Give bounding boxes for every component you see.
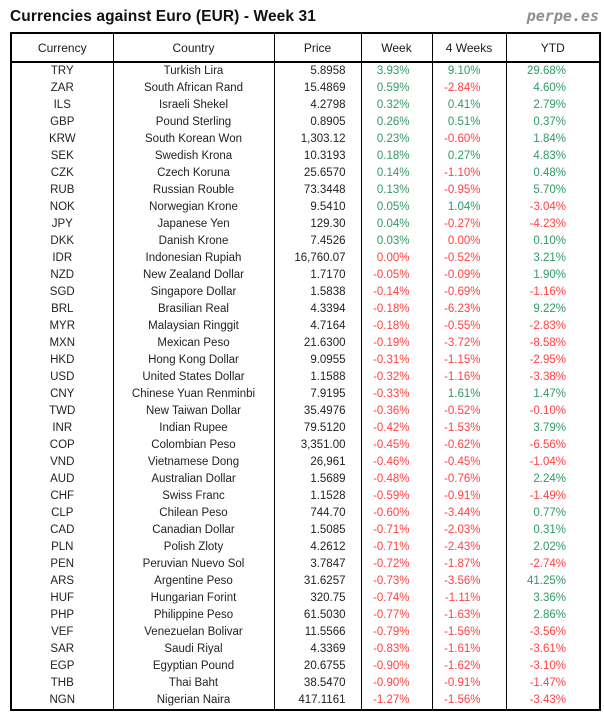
currency-code: MXN xyxy=(11,335,113,352)
table-row xyxy=(11,318,600,335)
four-weeks-change: -1.56% xyxy=(432,692,506,710)
currency-code: PLN xyxy=(11,539,113,556)
table-row xyxy=(11,488,600,505)
ytd-change: -3.38% xyxy=(506,369,600,386)
price-value: 5.8958 xyxy=(274,62,361,80)
country-name: Brasilian Real xyxy=(113,301,274,318)
column-header-currency: Currency xyxy=(11,33,113,62)
table-row xyxy=(11,114,600,131)
ytd-change: -3.10% xyxy=(506,658,600,675)
currency-code: SAR xyxy=(11,641,113,658)
week-change: -0.73% xyxy=(361,573,432,590)
ytd-change: -3.04% xyxy=(506,199,600,216)
currency-code: IDR xyxy=(11,250,113,267)
currency-code: DKK xyxy=(11,233,113,250)
week-change: 0.13% xyxy=(361,182,432,199)
price-value: 11.5566 xyxy=(274,624,361,641)
ytd-change: 5.70% xyxy=(506,182,600,199)
price-value: 35.4976 xyxy=(274,403,361,420)
country-name: Egyptian Pound xyxy=(113,658,274,675)
currency-code: CZK xyxy=(11,165,113,182)
currency-code: EGP xyxy=(11,658,113,675)
country-name: Malaysian Ringgit xyxy=(113,318,274,335)
week-change: -0.36% xyxy=(361,403,432,420)
week-change: -0.31% xyxy=(361,352,432,369)
page-title: Currencies against Euro (EUR) - Week 31 xyxy=(10,8,316,25)
week-change: -0.72% xyxy=(361,556,432,573)
currency-code: ARS xyxy=(11,573,113,590)
table-row xyxy=(11,403,600,420)
week-change: -0.18% xyxy=(361,301,432,318)
ytd-change: 1.84% xyxy=(506,131,600,148)
ytd-change: -0.10% xyxy=(506,403,600,420)
four-weeks-change: -1.61% xyxy=(432,641,506,658)
table-row xyxy=(11,301,600,318)
week-change: -0.77% xyxy=(361,607,432,624)
country-name: Vietnamese Dong xyxy=(113,454,274,471)
country-name: Hungarian Forint xyxy=(113,590,274,607)
price-value: 26,961 xyxy=(274,454,361,471)
table-row xyxy=(11,352,600,369)
currency-table xyxy=(10,32,601,711)
week-change: 0.05% xyxy=(361,199,432,216)
four-weeks-change: 1.04% xyxy=(432,199,506,216)
four-weeks-change: -0.76% xyxy=(432,471,506,488)
four-weeks-change: -0.52% xyxy=(432,403,506,420)
country-name: Venezuelan Bolivar xyxy=(113,624,274,641)
country-name: Australian Dollar xyxy=(113,471,274,488)
table-row xyxy=(11,454,600,471)
currency-code: THB xyxy=(11,675,113,692)
week-change: -0.79% xyxy=(361,624,432,641)
currency-code: TWD xyxy=(11,403,113,420)
currency-code: NGN xyxy=(11,692,113,710)
week-change: -0.19% xyxy=(361,335,432,352)
week-change: -0.83% xyxy=(361,641,432,658)
currency-code: KRW xyxy=(11,131,113,148)
four-weeks-change: 0.41% xyxy=(432,97,506,114)
ytd-change: 2.79% xyxy=(506,97,600,114)
week-change: -0.90% xyxy=(361,675,432,692)
ytd-change: 0.37% xyxy=(506,114,600,131)
price-value: 1,303.12 xyxy=(274,131,361,148)
currency-code: HUF xyxy=(11,590,113,607)
table-row xyxy=(11,386,600,403)
price-value: 4.2612 xyxy=(274,539,361,556)
week-change: -0.45% xyxy=(361,437,432,454)
table-row xyxy=(11,335,600,352)
country-name: Japanese Yen xyxy=(113,216,274,233)
currency-code: VEF xyxy=(11,624,113,641)
week-change: -1.27% xyxy=(361,692,432,710)
four-weeks-change: -3.44% xyxy=(432,505,506,522)
country-name: Danish Krone xyxy=(113,233,274,250)
ytd-change: 3.21% xyxy=(506,250,600,267)
table-row xyxy=(11,641,600,658)
week-change: -0.48% xyxy=(361,471,432,488)
ytd-change: -4.23% xyxy=(506,216,600,233)
currency-code: PHP xyxy=(11,607,113,624)
table-header xyxy=(11,33,600,62)
week-change: 0.14% xyxy=(361,165,432,182)
table-row xyxy=(11,437,600,454)
week-change: -0.33% xyxy=(361,386,432,403)
four-weeks-change: -0.60% xyxy=(432,131,506,148)
currency-code: NOK xyxy=(11,199,113,216)
table-row xyxy=(11,62,600,80)
table-row xyxy=(11,420,600,437)
price-value: 10.3193 xyxy=(274,148,361,165)
price-value: 31.6257 xyxy=(274,573,361,590)
price-value: 4.7164 xyxy=(274,318,361,335)
country-name: Turkish Lira xyxy=(113,62,274,80)
ytd-change: 3.79% xyxy=(506,420,600,437)
week-change: 0.59% xyxy=(361,80,432,97)
ytd-change: -2.74% xyxy=(506,556,600,573)
week-change: 0.04% xyxy=(361,216,432,233)
table-row xyxy=(11,284,600,301)
week-change: -0.32% xyxy=(361,369,432,386)
price-value: 3,351.00 xyxy=(274,437,361,454)
ytd-change: 0.10% xyxy=(506,233,600,250)
country-name: Peruvian Nuevo Sol xyxy=(113,556,274,573)
country-name: Saudi Riyal xyxy=(113,641,274,658)
four-weeks-change: -1.11% xyxy=(432,590,506,607)
table-row xyxy=(11,165,600,182)
country-name: Mexican Peso xyxy=(113,335,274,352)
week-change: -0.18% xyxy=(361,318,432,335)
country-name: South African Rand xyxy=(113,80,274,97)
country-name: New Zealand Dollar xyxy=(113,267,274,284)
currency-code: COP xyxy=(11,437,113,454)
ytd-change: 41.25% xyxy=(506,573,600,590)
country-name: Canadian Dollar xyxy=(113,522,274,539)
four-weeks-change: -0.69% xyxy=(432,284,506,301)
week-change: 0.23% xyxy=(361,131,432,148)
four-weeks-change: -0.45% xyxy=(432,454,506,471)
price-value: 7.4526 xyxy=(274,233,361,250)
site-logo-link[interactable]: perpe.es xyxy=(526,7,599,25)
table-row xyxy=(11,522,600,539)
currency-code: INR xyxy=(11,420,113,437)
price-value: 1.5085 xyxy=(274,522,361,539)
table-row xyxy=(11,216,600,233)
ytd-change: -6.56% xyxy=(506,437,600,454)
table-row xyxy=(11,199,600,216)
price-value: 25.6570 xyxy=(274,165,361,182)
ytd-change: 2.86% xyxy=(506,607,600,624)
table-header-row xyxy=(11,33,600,62)
currency-code: PEN xyxy=(11,556,113,573)
week-change: -0.42% xyxy=(361,420,432,437)
four-weeks-change: -1.53% xyxy=(432,420,506,437)
table-row xyxy=(11,369,600,386)
currency-code: HKD xyxy=(11,352,113,369)
table-row xyxy=(11,658,600,675)
four-weeks-change: -0.55% xyxy=(432,318,506,335)
currency-code: JPY xyxy=(11,216,113,233)
four-weeks-change: -6.23% xyxy=(432,301,506,318)
table-row xyxy=(11,590,600,607)
four-weeks-change: -1.10% xyxy=(432,165,506,182)
four-weeks-change: -2.84% xyxy=(432,80,506,97)
price-value: 417.1161 xyxy=(274,692,361,710)
four-weeks-change: -1.15% xyxy=(432,352,506,369)
price-value: 1.5838 xyxy=(274,284,361,301)
week-change: -0.71% xyxy=(361,522,432,539)
ytd-change: -3.56% xyxy=(506,624,600,641)
price-value: 61.5030 xyxy=(274,607,361,624)
column-header-country: Country xyxy=(113,33,274,62)
four-weeks-change: 0.27% xyxy=(432,148,506,165)
country-name: United States Dollar xyxy=(113,369,274,386)
country-name: Czech Koruna xyxy=(113,165,274,182)
price-value: 7.9195 xyxy=(274,386,361,403)
ytd-change: -3.43% xyxy=(506,692,600,710)
country-name: Israeli Shekel xyxy=(113,97,274,114)
four-weeks-change: -1.63% xyxy=(432,607,506,624)
four-weeks-change: -2.43% xyxy=(432,539,506,556)
price-value: 73.3448 xyxy=(274,182,361,199)
ytd-change: 4.83% xyxy=(506,148,600,165)
currency-code: SGD xyxy=(11,284,113,301)
column-header-price: Price xyxy=(274,33,361,62)
price-value: 9.5410 xyxy=(274,199,361,216)
country-name: Philippine Peso xyxy=(113,607,274,624)
country-name: Colombian Peso xyxy=(113,437,274,454)
price-value: 16,760.07 xyxy=(274,250,361,267)
country-name: Argentine Peso xyxy=(113,573,274,590)
currency-code: MYR xyxy=(11,318,113,335)
price-value: 21.6300 xyxy=(274,335,361,352)
week-change: -0.74% xyxy=(361,590,432,607)
currency-code: RUB xyxy=(11,182,113,199)
price-value: 79.5120 xyxy=(274,420,361,437)
currency-code: CHF xyxy=(11,488,113,505)
four-weeks-change: -1.62% xyxy=(432,658,506,675)
week-change: -0.71% xyxy=(361,539,432,556)
table-row xyxy=(11,182,600,199)
table-row xyxy=(11,607,600,624)
week-change: 0.18% xyxy=(361,148,432,165)
price-value: 1.1528 xyxy=(274,488,361,505)
price-value: 20.6755 xyxy=(274,658,361,675)
currency-code: AUD xyxy=(11,471,113,488)
currency-code: USD xyxy=(11,369,113,386)
country-name: Polish Zloty xyxy=(113,539,274,556)
price-value: 129.30 xyxy=(274,216,361,233)
table-row xyxy=(11,539,600,556)
ytd-change: 4.60% xyxy=(506,80,600,97)
currency-code: BRL xyxy=(11,301,113,318)
table-row xyxy=(11,556,600,573)
country-name: Hong Kong Dollar xyxy=(113,352,274,369)
price-value: 4.2798 xyxy=(274,97,361,114)
ytd-change: 2.02% xyxy=(506,539,600,556)
column-header-week: Week xyxy=(361,33,432,62)
currency-code: TRY xyxy=(11,62,113,80)
table-body xyxy=(11,62,600,710)
country-name: Singapore Dollar xyxy=(113,284,274,301)
table-row xyxy=(11,267,600,284)
week-change: -0.60% xyxy=(361,505,432,522)
four-weeks-change: 0.00% xyxy=(432,233,506,250)
ytd-change: 0.77% xyxy=(506,505,600,522)
currency-code: SEK xyxy=(11,148,113,165)
price-value: 1.5689 xyxy=(274,471,361,488)
table-row xyxy=(11,471,600,488)
four-weeks-change: -0.62% xyxy=(432,437,506,454)
table-row xyxy=(11,675,600,692)
ytd-change: 3.36% xyxy=(506,590,600,607)
week-change: -0.46% xyxy=(361,454,432,471)
country-name: Chilean Peso xyxy=(113,505,274,522)
four-weeks-change: -0.95% xyxy=(432,182,506,199)
price-value: 4.3369 xyxy=(274,641,361,658)
table-row xyxy=(11,131,600,148)
week-change: 0.32% xyxy=(361,97,432,114)
four-weeks-change: 9.10% xyxy=(432,62,506,80)
column-header-ytd: YTD xyxy=(506,33,600,62)
price-value: 38.5470 xyxy=(274,675,361,692)
country-name: New Taiwan Dollar xyxy=(113,403,274,420)
currency-code: CNY xyxy=(11,386,113,403)
four-weeks-change: -1.16% xyxy=(432,369,506,386)
table-row xyxy=(11,233,600,250)
week-change: 0.00% xyxy=(361,250,432,267)
week-change: -0.90% xyxy=(361,658,432,675)
country-name: South Korean Won xyxy=(113,131,274,148)
country-name: Chinese Yuan Renminbi xyxy=(113,386,274,403)
four-weeks-change: -0.52% xyxy=(432,250,506,267)
country-name: Swiss Franc xyxy=(113,488,274,505)
table-row xyxy=(11,97,600,114)
price-value: 0.8905 xyxy=(274,114,361,131)
table-row xyxy=(11,505,600,522)
currency-code: ZAR xyxy=(11,80,113,97)
country-name: Indonesian Rupiah xyxy=(113,250,274,267)
ytd-change: 29.68% xyxy=(506,62,600,80)
table-row xyxy=(11,80,600,97)
table-row xyxy=(11,573,600,590)
country-name: Pound Sterling xyxy=(113,114,274,131)
table-row xyxy=(11,148,600,165)
ytd-change: 0.48% xyxy=(506,165,600,182)
week-change: 0.26% xyxy=(361,114,432,131)
four-weeks-change: -1.87% xyxy=(432,556,506,573)
price-value: 1.7170 xyxy=(274,267,361,284)
ytd-change: -1.04% xyxy=(506,454,600,471)
price-value: 9.0955 xyxy=(274,352,361,369)
ytd-change: -2.95% xyxy=(506,352,600,369)
four-weeks-change: -0.27% xyxy=(432,216,506,233)
column-header-4weeks: 4 Weeks xyxy=(432,33,506,62)
four-weeks-change: -0.09% xyxy=(432,267,506,284)
ytd-change: -2.83% xyxy=(506,318,600,335)
country-name: Thai Baht xyxy=(113,675,274,692)
four-weeks-change: -2.03% xyxy=(432,522,506,539)
ytd-change: 1.90% xyxy=(506,267,600,284)
week-change: 0.03% xyxy=(361,233,432,250)
four-weeks-change: 0.51% xyxy=(432,114,506,131)
week-change: -0.14% xyxy=(361,284,432,301)
ytd-change: -1.49% xyxy=(506,488,600,505)
price-value: 4.3394 xyxy=(274,301,361,318)
currency-code: NZD xyxy=(11,267,113,284)
currency-code: ILS xyxy=(11,97,113,114)
country-name: Russian Rouble xyxy=(113,182,274,199)
table-row xyxy=(11,250,600,267)
four-weeks-change: -0.91% xyxy=(432,488,506,505)
currency-code: GBP xyxy=(11,114,113,131)
header-bar xyxy=(10,7,599,29)
ytd-change: -8.58% xyxy=(506,335,600,352)
currency-code: CLP xyxy=(11,505,113,522)
currency-code: VND xyxy=(11,454,113,471)
four-weeks-change: -0.91% xyxy=(432,675,506,692)
country-name: Norwegian Krone xyxy=(113,199,274,216)
week-change: 3.93% xyxy=(361,62,432,80)
ytd-change: -1.47% xyxy=(506,675,600,692)
price-value: 15.4869 xyxy=(274,80,361,97)
table-row xyxy=(11,692,600,710)
week-change: -0.59% xyxy=(361,488,432,505)
price-value: 1.1588 xyxy=(274,369,361,386)
price-value: 3.7847 xyxy=(274,556,361,573)
ytd-change: -1.16% xyxy=(506,284,600,301)
table-row xyxy=(11,624,600,641)
currency-code: CAD xyxy=(11,522,113,539)
four-weeks-change: -3.72% xyxy=(432,335,506,352)
ytd-change: 0.31% xyxy=(506,522,600,539)
ytd-change: -3.61% xyxy=(506,641,600,658)
four-weeks-change: -3.56% xyxy=(432,573,506,590)
country-name: Indian Rupee xyxy=(113,420,274,437)
ytd-change: 1.47% xyxy=(506,386,600,403)
country-name: Nigerian Naira xyxy=(113,692,274,710)
week-change: -0.05% xyxy=(361,267,432,284)
country-name: Swedish Krona xyxy=(113,148,274,165)
ytd-change: 9.22% xyxy=(506,301,600,318)
four-weeks-change: 1.61% xyxy=(432,386,506,403)
price-value: 320.75 xyxy=(274,590,361,607)
ytd-change: 2.24% xyxy=(506,471,600,488)
four-weeks-change: -1.56% xyxy=(432,624,506,641)
price-value: 744.70 xyxy=(274,505,361,522)
